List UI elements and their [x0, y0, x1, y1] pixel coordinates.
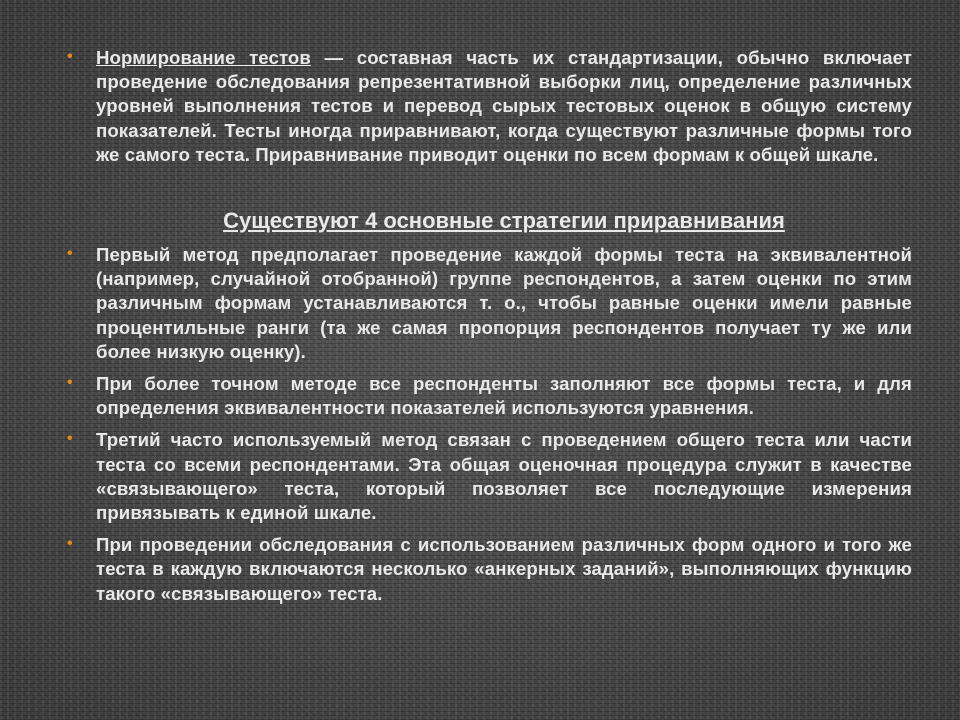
slide-content [66, 46, 912, 606]
bullet-item-2 [66, 372, 912, 420]
bullet-text: При проведении обследования с использованием различных форм одного и того же теста в каждую включаются несколько «анкерных заданий», выполняющих функцию такого «связывающего» теста. [96, 534, 912, 604]
bullet-text: Третий часто используемый метод связан с проведением общего теста или части теста со всеми респондентами. Эта общая оценочная процедура служит в качестве «связывающего» теста, который позволяет все последующие измерения привязывать к единой шкале. [96, 429, 912, 524]
section-heading: Существуют 4 основные стратегии приравнивания [223, 208, 785, 234]
bullet-marker-icon: • [67, 48, 73, 65]
bullet-item-1 [66, 243, 912, 364]
bullet-marker-icon: • [67, 430, 73, 448]
intro-text: — составная часть их стандартизации, обычно включает проведение обследования репрезентативной выборки лиц, определение различных уровней выполнения тестов и перевод сырых тестовых оценок в общую систему показателей. Тесты иногда приравнивают, когда существуют различные формы того же самого теста. Приравнивание приводит оценки по всем формам к общей шкале. [96, 47, 912, 165]
intro-paragraph [66, 46, 912, 167]
bullet-item-3 [66, 428, 912, 525]
intro-term: Нормирование тестов [96, 47, 311, 68]
bullet-marker-icon: • [67, 245, 73, 263]
bullet-text: При более точном методе все респонденты заполняют все формы теста, и для определения эквивалентности показателей используются уравнения. [96, 373, 912, 419]
bullet-item-4 [66, 533, 912, 606]
bullet-text: Первый метод предполагает проведение каждой формы теста на эквивалентной (например, случайной отобранной) группе респондентов, а затем оценки по этим различным формам устанавливаются т. о., чтобы равные оценки имели равные процентильные ранги (та же самая пропорция респондентов получает ту же или более низкую оценку). [96, 244, 912, 362]
bullet-marker-icon: • [67, 374, 73, 392]
bullet-marker-icon: • [67, 535, 73, 553]
